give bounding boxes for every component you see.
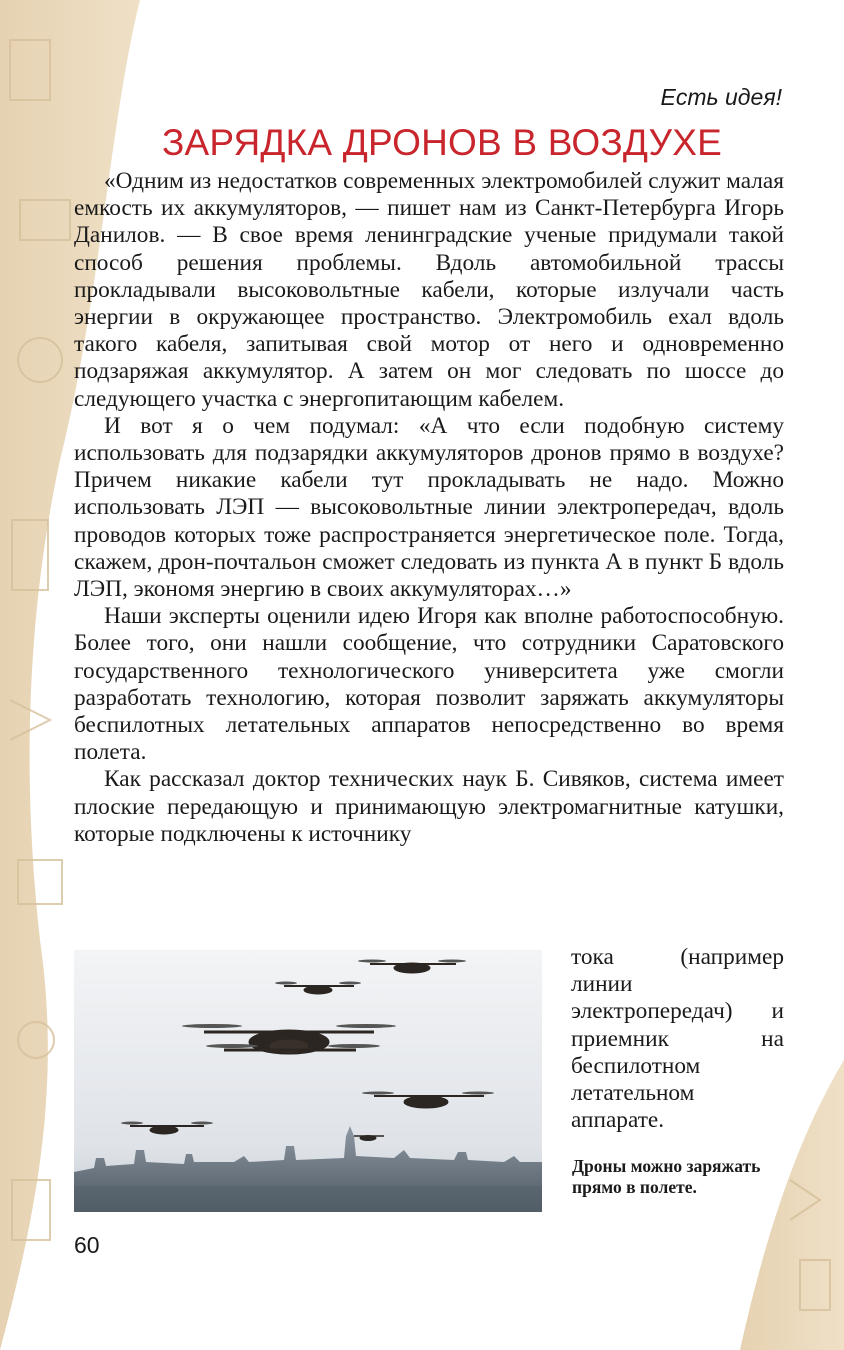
drones-illustration <box>74 950 542 1212</box>
article-body <box>74 168 784 848</box>
paragraph-3: Наши эксперты оценили идею Игоря как вполне работоспособную. Более того, они нашли сообщение, что сотрудники Саратовского государственного технологического университета уже смогли разработать технологию, которая позволит заряжать аккумуляторы беспилотных летательных аппаратов непосредственно во время полета. <box>74 603 784 766</box>
drones-photo <box>74 950 542 1212</box>
paragraph-1: «Одним из недостатков современных электромобилей служит малая емкость их аккумуляторов, — пишет нам из Санкт-Петербурга Игорь Данилов. — В свое время ленинградские ученые придумали такой способ решения проблемы. Вдоль автомобильной трассы прокладывали высоковольтные кабели, которые излучали часть энергии в окружающее пространство. Электромобиль ехал вдоль такого кабеля, запитывая свой мотор от него и одновременно подзаряжая аккумулятор. А затем он мог следовать по шоссе до следующего участка с энергопитающим кабелем. <box>74 168 784 412</box>
section-rubric: Есть идея! <box>660 84 782 110</box>
paragraph-4: Как рассказал доктор технических наук Б. Сивяков, система имеет плоские передающую и принимающую электромагнитные катушки, которые подключены к источнику <box>74 766 784 847</box>
paragraph-2: И вот я о чем подумал: «А что если подобную систему использовать для подзарядки аккумуляторов дронов прямо в воздухе? Причем никакие кабели тут прокладывать не надо. Можно использовать ЛЭП — высоковольтные линии электропередач, вдоль проводов которых тоже распространяется энергетическое поле. Тогда, скажем, дрон-почтальон сможет следовать из пункта А в пункт Б вдоль ЛЭП, экономя энергию в своих аккумуляторах…» <box>74 412 784 603</box>
page-number: 60 <box>74 1232 100 1258</box>
paragraph-4-continuation: тока (например линии электропередач) и приемник на беспилотном летательном аппарате. <box>571 944 784 1134</box>
article-wrap-text <box>571 944 784 1134</box>
article-title: ЗАРЯДКА ДРОНОВ В ВОЗДУХЕ <box>161 122 723 163</box>
photo-caption: Дроны можно заряжать прямо в полете. <box>572 1156 761 1197</box>
